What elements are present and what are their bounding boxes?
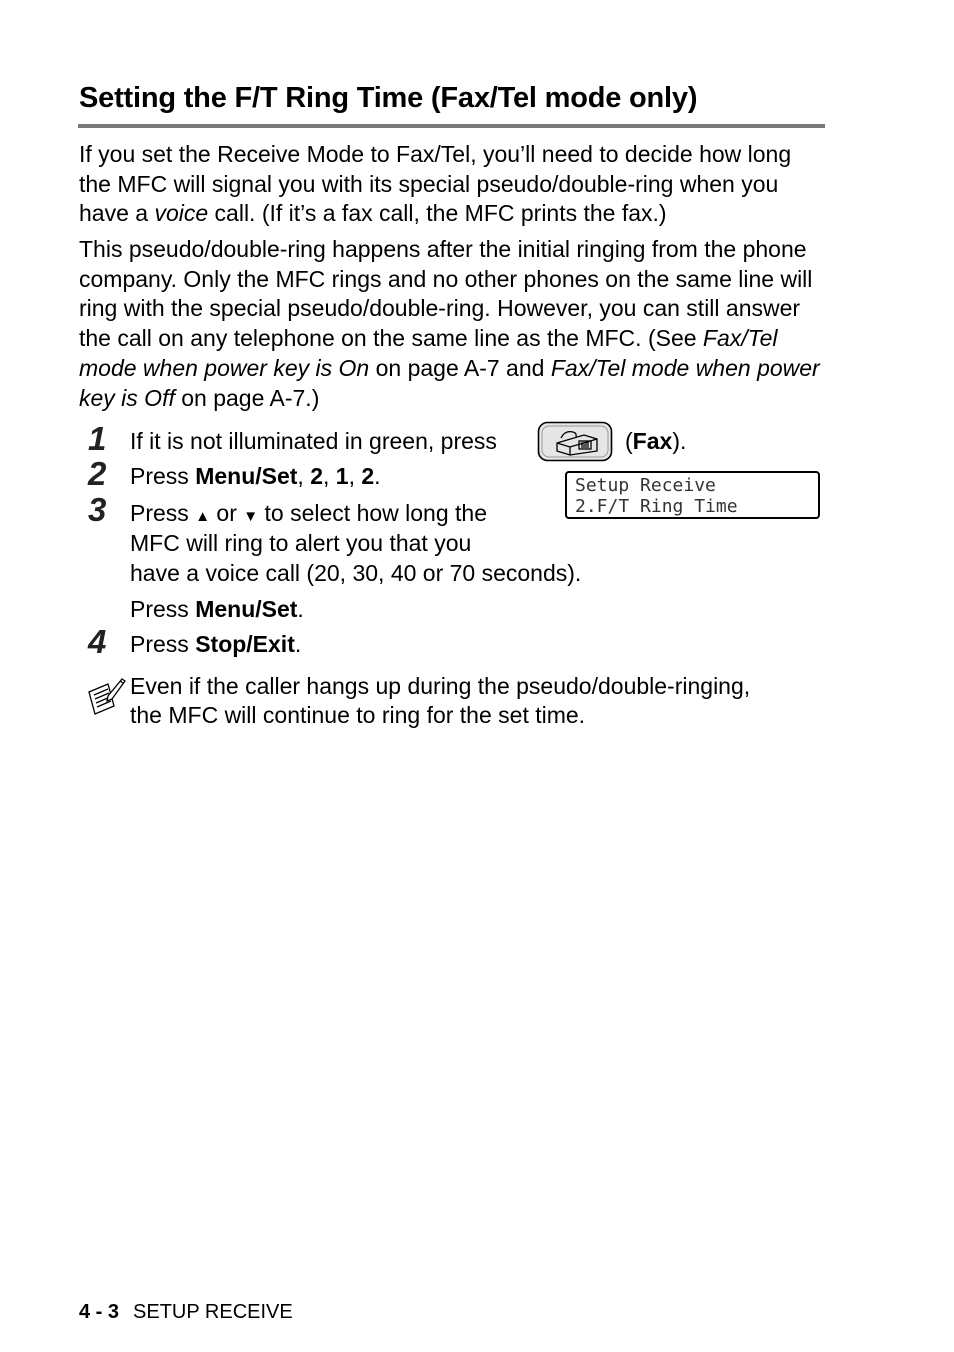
cross-reference-on: Fax/Tel mode when power key is On <box>79 325 778 381</box>
step-number-4: 4 <box>88 623 107 660</box>
step-3-press: Press Menu/Set. <box>130 596 304 622</box>
page-footer <box>79 1301 293 1324</box>
step-number-3: 3 <box>88 491 107 528</box>
step-2-text: Press Menu/Set, 2, 1, 2. <box>130 463 381 489</box>
up-arrow-icon: ▲ <box>195 508 211 525</box>
intro-paragraph-1: If you set the Receive Mode to Fax/Tel, you’ll need to decide how long the MFC will signal you with its special pseudo/double-ring when you have a voice call. (If it’s a fax call, the MFC prints the fax.) <box>79 141 792 227</box>
step-3-line-3: have a voice call (20, 30, 40 or 70 seconds). <box>130 560 582 586</box>
note-line-1: Even if the caller hangs up during the pseudo/double-ringing, <box>130 673 751 699</box>
step-number-2: 2 <box>88 455 107 492</box>
step-number-1: 1 <box>88 420 107 457</box>
lcd-display <box>565 471 820 519</box>
note-line-2: the MFC will continue to ring for the set time. <box>130 702 586 728</box>
step-3-line-2: MFC will ring to alert you that you <box>130 530 472 556</box>
step-1-text: If it is not illuminated in green, press <box>130 428 497 454</box>
fax-key-icon <box>537 421 613 462</box>
lcd-line-2: 2.F/T Ring Time <box>575 496 738 517</box>
fax-key-label: (Fax). <box>625 428 687 454</box>
cross-reference-off: Fax/Tel mode when power key is Off <box>79 354 820 411</box>
note-pencil-icon <box>86 676 126 716</box>
page-title: Setting the F/T Ring Time (Fax/Tel mode only) <box>79 82 698 114</box>
down-arrow-icon: ▼ <box>243 508 259 525</box>
page-number: 4 - 3 <box>79 1301 120 1323</box>
step-3-text: Press ▲ or ▼ to select how long the <box>130 500 488 526</box>
lcd-line-1: Setup Receive <box>575 475 716 496</box>
step-4-text: Press Stop/Exit. <box>130 631 302 657</box>
title-underline <box>78 124 825 128</box>
section-name: SETUP RECEIVE <box>133 1301 293 1323</box>
intro-paragraph-2: This pseudo/double-ring happens after the initial ringing from the phone company. Only the MFC rings and no other phones on the same line will ring with the special pseudo/double-ring. However, you can still answer the call on any telephone on the same line as the MFC. (See Fax/Tel mode when power key is On on page A-7 and Fax/Tel mode when power key is Off on page A-7.) <box>79 236 820 411</box>
